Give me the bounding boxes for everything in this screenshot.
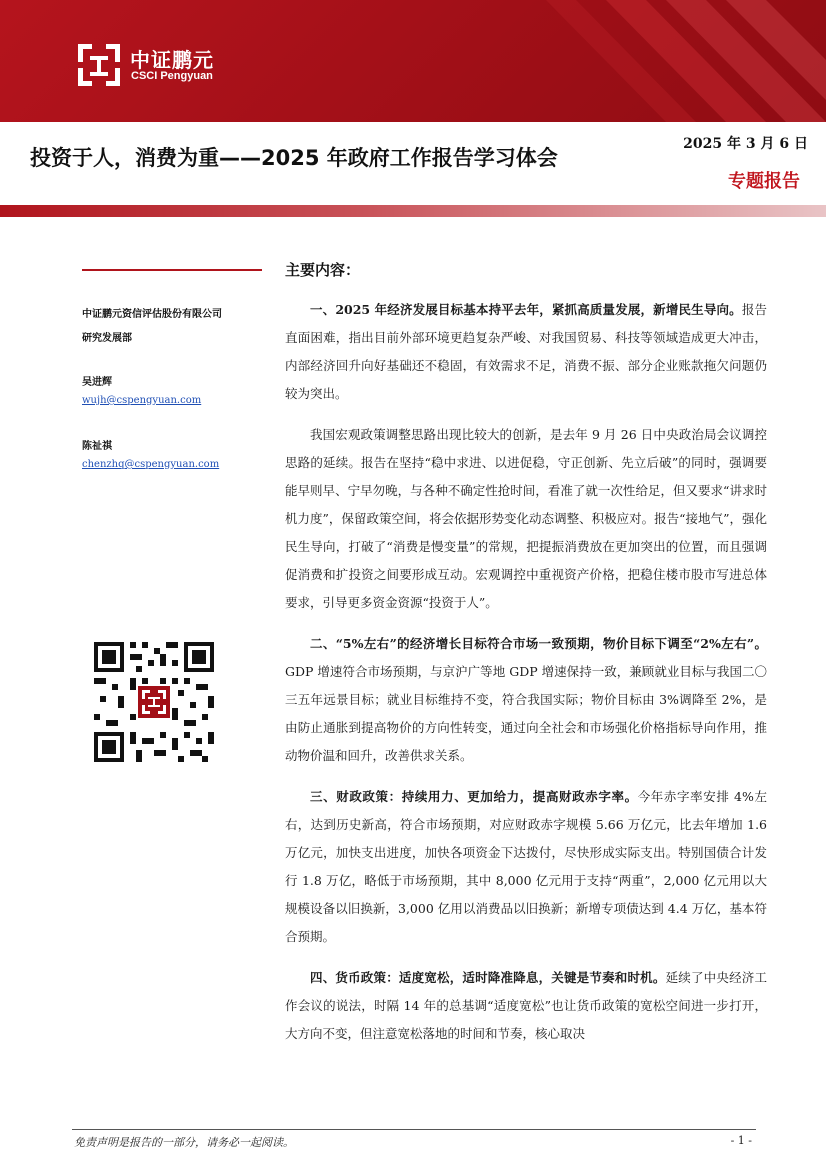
author-email-link[interactable]: chenzhq@cspengyuan.com — [82, 459, 220, 470]
paragraph-body: GDP 增速符合市场预期，与京沪广等地 GDP 增速保持一致，兼顾就业目标与我国二〇三五年远景目标；就业目标维持不变，符合我国实际；物价目标由 3%调降至 2%，是由防止通胀到提高物价的方向性转变，通过向全社会和市场强化价格指标导向作用，推动物价温和回升，改善供求关系。 — [285, 664, 767, 763]
content-paragraph — [285, 296, 767, 408]
paragraph-body: 我国宏观政策调整思路出现比较大的创新，是去年 9 月 26 日中央政治局会议调控思路的延续。报告在坚持“稳中求进、以进促稳，守正创新、先立后破”的同时，强调要能早则早、宁早勿晚，与各种不确定性抢时间，看准了就一次性给足，但又要求“讲求时机力度”，保留政策空间，将会依据形势变化动态调整、积极应对。报告“接地气”，强化民生导向，打破了“消费是慢变量”的常规，把提振消费放在更加突出的位置，而且强调促消费和扩投资之间要形成互动。宏观调控中重视资产价格，把稳住楼市股市写进总体要求，引导更多资金资源“投资于人”。 — [285, 427, 767, 610]
page-number: - 1 - — [730, 1134, 752, 1147]
company-name: 中证鹏元资信评估股份有限公司 — [82, 309, 222, 320]
paragraph-lead: 四、货币政策：适度宽松，适时降准降息，关键是节奏和时机。 — [310, 970, 666, 985]
paragraph-lead: 一、2025 年经济发展目标基本持平去年，紧抓高质量发展，新增民生导向。 — [310, 302, 742, 317]
author-name: 陈祉祺 — [82, 441, 112, 452]
main-heading: 主要内容： — [285, 261, 361, 279]
paragraph-body: 延续了中央经济工作会议的说法，时隔 14 年的总基调“适度宽松”也让货币政策的宽松空间进一步打开，大方向不变，但注意宽松落地的时间和节奏，核心取决 — [285, 970, 767, 1041]
paragraph-body: 报告直面困难，指出目前外部环境更趋复杂严峻、对我国贸易、科技等领域造成更大冲击，内部经济回升向好基础还不稳固，有效需求不足，消费不振、部分企业账款拖欠问题仍较为突出。 — [285, 302, 767, 401]
banner-stripes-decoration — [406, 0, 826, 122]
department-name: 研究发展部 — [82, 333, 132, 344]
report-title: 投资于人，消费为重——2025 年政府工作报告学习体会 — [30, 146, 558, 170]
paragraph-lead: 二、“5%左右”的经济增长目标符合市场一致预期，物价目标下调至“2%左右”。 — [310, 636, 767, 651]
csci-logo-icon — [76, 42, 122, 88]
author-email-link[interactable]: wujh@cspengyuan.com — [82, 395, 202, 406]
content-paragraph — [285, 421, 767, 617]
logo-english-name: CSCI Pengyuan — [131, 70, 213, 82]
header-divider-bar — [0, 205, 826, 217]
report-type-label: 专题报告 — [728, 171, 800, 192]
header-banner — [0, 0, 826, 122]
logo-chinese-name: 中证鹏元 — [130, 48, 214, 72]
content-paragraph — [285, 964, 767, 1048]
sidebar-rule — [82, 269, 262, 271]
content-paragraph — [285, 783, 767, 951]
author-name: 吴进辉 — [82, 377, 112, 388]
footer-disclaimer: 免责声明是报告的一部分，请务必一起阅读。 — [74, 1136, 294, 1149]
paragraph-body: 今年赤字率安排 4%左右，达到历史新高，符合市场预期，对应财政赤字规模 5.66 万亿元，比去年增加 1.6 万亿元，加快支出进度，加快各项资金下达拨付，尽快形成实际支出。特别国债合计发行 1.8 万亿，略低于市场预期，其中 8,000 亿元用于支持“两重”，2,000 亿元用以大规模设备以旧换新，3,000 亿用以消费品以旧换新；新增专项债达到 4.4 万亿，基本符合预期。 — [285, 789, 767, 944]
content-paragraph — [285, 630, 767, 770]
main-content — [285, 296, 767, 1061]
qr-code-icon — [92, 640, 216, 764]
footer-rule — [72, 1129, 756, 1130]
report-date: 2025 年 3 月 6 日 — [683, 136, 808, 152]
paragraph-lead: 三、财政政策：持续用力、更加给力，提高财政赤字率。 — [310, 789, 638, 804]
